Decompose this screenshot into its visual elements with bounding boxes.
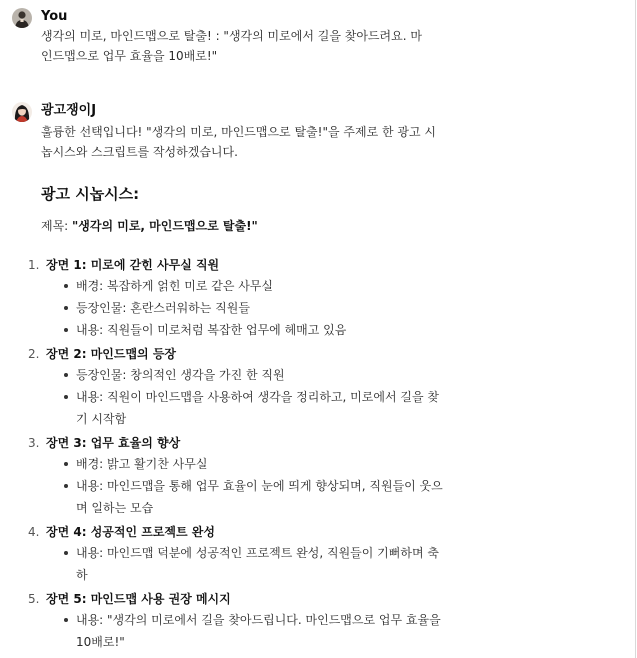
user-message-text bbox=[41, 26, 481, 66]
scene-heading: 장면 3: 업무 효율의 향상 bbox=[46, 436, 181, 450]
bullet-item: 내용: 마인드맵을 통해 업무 효율이 눈에 띄게 향상되며, 직원들이 웃으 bbox=[64, 475, 464, 497]
scene-number: 3. bbox=[28, 436, 40, 450]
scene-bullets bbox=[64, 364, 464, 430]
bullet-item: 기 시작함 bbox=[76, 412, 127, 426]
ad-title-label: 제목: bbox=[41, 219, 73, 233]
scene-number: 5. bbox=[28, 592, 40, 606]
bullet-item: 10배로!" bbox=[76, 635, 125, 649]
ad-title-line bbox=[41, 216, 258, 236]
section-heading: 광고 시놉시스: bbox=[41, 185, 140, 203]
assistant-intro bbox=[41, 122, 481, 162]
bullet-item: 등장인물: 창의적인 생각을 가진 한 직원 bbox=[64, 364, 464, 386]
bullet-item: 며 일하는 모습 bbox=[76, 501, 154, 515]
scene-heading: 장면 4: 성공적인 프로젝트 완성 bbox=[46, 525, 215, 539]
bullet-item: 배경: 복잡하게 얽힌 미로 같은 사무실 bbox=[64, 275, 464, 297]
scrollbar-track[interactable] bbox=[635, 0, 636, 658]
bullet-item: 내용: 마인드맵 덕분에 성공적인 프로젝트 완성, 직원들이 기뻐하며 축 bbox=[64, 542, 464, 564]
bullet-item: 등장인물: 혼란스러워하는 직원들 bbox=[64, 297, 464, 319]
ad-title-value: "생각의 미로, 마인드맵으로 탈출!" bbox=[72, 219, 258, 233]
assistant-author-name: 광고쟁이J bbox=[41, 103, 97, 118]
scene-number: 1. bbox=[28, 258, 40, 272]
scene-heading: 장면 1: 미로에 갇힌 사무실 직원 bbox=[46, 258, 220, 272]
scene-bullets bbox=[64, 542, 464, 586]
scene-bullets bbox=[64, 609, 464, 653]
assistant-intro-line: 훌륭한 선택입니다! "생각의 미로, 마인드맵으로 탈출!"을 주제로 한 광고 시 bbox=[41, 125, 436, 139]
bullet-item: 내용: 직원이 마인드맵을 사용하여 생각을 정리하고, 미로에서 길을 찾 bbox=[64, 386, 464, 408]
bullet-item: 내용: 직원들이 미로처럼 복잡한 업무에 헤매고 있음 bbox=[64, 319, 464, 341]
scene-number: 2. bbox=[28, 347, 40, 361]
user-avatar bbox=[12, 8, 32, 28]
scene-heading: 장면 5: 마인드맵 사용 권장 메시지 bbox=[46, 592, 231, 606]
bullet-item: 하 bbox=[76, 568, 88, 582]
scene-bullets bbox=[64, 453, 464, 519]
assistant-intro-line: 놉시스와 스크립트를 작성하겠습니다. bbox=[41, 145, 238, 159]
scene-bullets bbox=[64, 275, 464, 341]
user-message-line: 생각의 미로, 마인드맵으로 탈출! : "생각의 미로에서 길을 찾아드려요. 마 bbox=[41, 29, 422, 43]
scene-number: 4. bbox=[28, 525, 40, 539]
assistant-avatar bbox=[12, 102, 32, 122]
user-message-line: 인드맵으로 업무 효율을 10배로!" bbox=[41, 49, 218, 63]
user-author-name: You bbox=[41, 9, 68, 24]
scene-heading: 장면 2: 마인드맵의 등장 bbox=[46, 347, 177, 361]
bullet-item: 내용: "생각의 미로에서 길을 찾아드립니다. 마인드맵으로 업무 효율을 bbox=[64, 609, 464, 631]
bullet-item: 배경: 밝고 활기찬 사무실 bbox=[64, 453, 464, 475]
